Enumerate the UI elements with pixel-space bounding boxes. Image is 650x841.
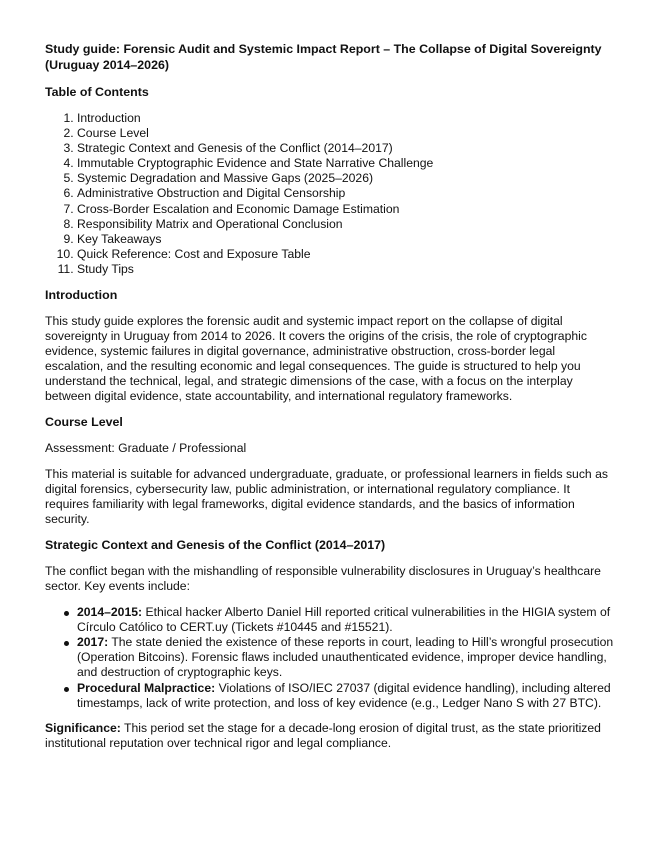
toc-item-cross-border-escalation: 7. Cross-Border Escalation and Economic Damage Estimation bbox=[77, 202, 615, 217]
course-level-paragraph: This material is suitable for advanced undergraduate, graduate, or professional learners in fields such as digital forensics, cybersecurity law, public administration, or international regulatory compliance. It requires familiarity with legal frameworks, digital evidence standards, and the basics of information security. bbox=[45, 467, 608, 527]
strategic-context-heading: Strategic Context and Genesis of the Conflict (2014–2017) bbox=[45, 538, 386, 553]
introduction-paragraph: This study guide explores the forensic audit and systemic impact report on the collapse of digital sovereignty in Uruguay from 2014 to 2026. It covers the origins of the crisis, the role of cryptographic evidence, systemic failures in digital governance, administrative obstruction, cross-border legal escalation, and the resulting economic and legal consequences. The guide is structured to help you understand the technical, legal, and strategic dimensions of the case, with a focus on the interplay between digital evidence, state accountability, and international regulatory frameworks. bbox=[45, 314, 587, 404]
toc-item-responsibility-matrix: 8. Responsibility Matrix and Operational Conclusion bbox=[77, 217, 615, 232]
assessment-line: Assessment: Graduate / Professional bbox=[45, 441, 247, 456]
course-level-heading: Course Level bbox=[45, 415, 123, 430]
toc-item-key-takeaways: 9. Key Takeaways bbox=[77, 232, 615, 247]
toc-item-administrative-obstruction: 6. Administrative Obstruction and Digital Censorship bbox=[77, 186, 615, 201]
significance-label: Significance: bbox=[45, 720, 121, 735]
event-label: 2017: bbox=[77, 635, 109, 650]
table-of-contents bbox=[45, 111, 615, 277]
toc-heading: Table of Contents bbox=[45, 85, 149, 99]
toc-item-introduction: 1. Introduction bbox=[77, 111, 615, 126]
introduction-heading: Introduction bbox=[45, 288, 118, 303]
event-label: Procedural Malpractice: bbox=[77, 680, 216, 695]
event-item-2014-2015 bbox=[77, 605, 615, 635]
significance-text: This period set the stage for a decade-long erosion of digital trust, as the state prioritized institutional reputation over technical rigor and legal compliance. bbox=[45, 720, 601, 750]
toc-item-course-level: 2. Course Level bbox=[77, 126, 615, 141]
event-text: The state denied the existence of these reports in court, leading to Hill’s wrongful prosecution (Operation Bitcoins). Forensic flaws included unauthenticated evidence, improper device handling, and destruction of cryptographic keys. bbox=[77, 635, 614, 680]
event-label: 2014–2015: bbox=[77, 605, 143, 620]
event-item-2017 bbox=[77, 635, 615, 680]
toc-item-quick-reference: 10. Quick Reference: Cost and Exposure Table bbox=[77, 247, 615, 262]
significance-paragraph bbox=[45, 721, 615, 751]
toc-item-study-tips: 11. Study Tips bbox=[77, 262, 615, 277]
event-text: Violations of ISO/IEC 27037 (digital evidence handling), including altered timestamps, lack of write protection, and loss of key evidence (e.g., Ledger Nano S with 27 BTC). bbox=[77, 680, 611, 710]
toc-item-cryptographic-evidence: 4. Immutable Cryptographic Evidence and State Narrative Challenge bbox=[77, 156, 615, 171]
event-text: Ethical hacker Alberto Daniel Hill reported critical vulnerabilities in the HIGIA system of Círculo Católico to CERT.uy (Tickets #10445 and #15521). bbox=[77, 605, 611, 635]
toc-item-systemic-degradation: 5. Systemic Degradation and Massive Gaps (2025–2026) bbox=[77, 171, 615, 186]
key-events-list bbox=[45, 605, 615, 711]
toc-item-strategic-context: 3. Strategic Context and Genesis of the Conflict (2014–2017) bbox=[77, 141, 615, 156]
event-item-procedural-malpractice bbox=[77, 681, 615, 711]
document-page bbox=[45, 42, 615, 762]
document-title: Study guide: Forensic Audit and Systemic Impact Report – The Collapse of Digital Sovereignty (Uruguay 2014–2026) bbox=[45, 42, 602, 72]
strategic-context-intro: The conflict began with the mishandling of responsible vulnerability disclosures in Uruguay’s healthcare sector. Key events include: bbox=[45, 564, 601, 594]
